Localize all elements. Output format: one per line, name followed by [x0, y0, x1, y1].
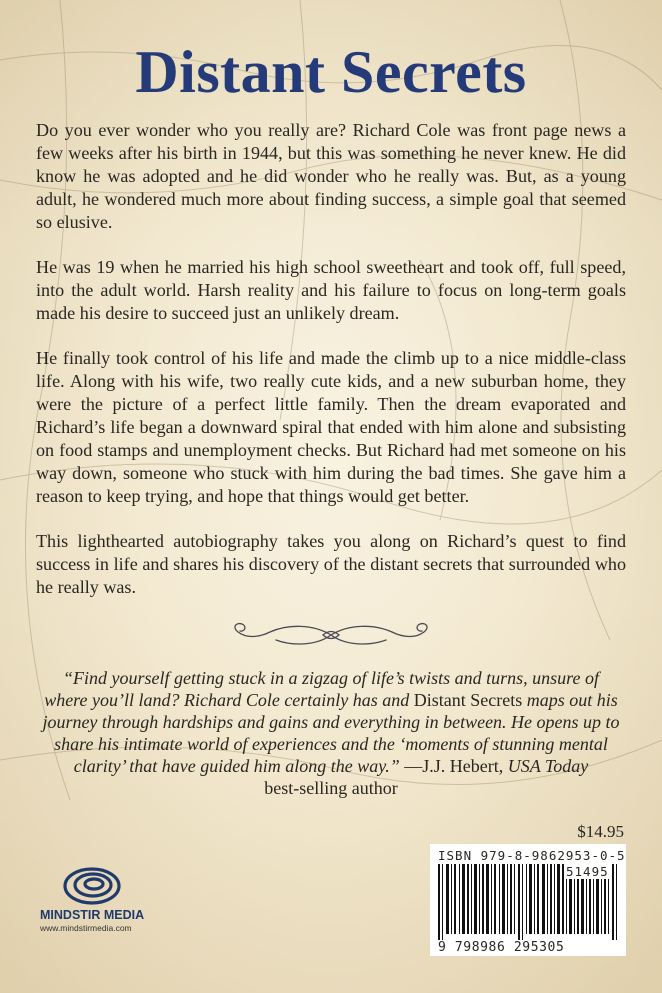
quote-publication: USA Today — [507, 756, 589, 776]
quote-book-title: Distant Secrets — [413, 690, 523, 710]
ean-digits: 9 798986 295305 — [438, 940, 623, 955]
quote-text: “Find yourself getting stuck in a zigzag of life’s twists and turns, unsure of where you’ll land? Richard Cole certainly has and — [44, 668, 600, 710]
description-paragraph: Do you ever wonder who you really are? Richard Cole was front page news a few weeks after his birth in 1944, but this was something he never knew. He did know he was adopted and he did wonder who he really was. But, as a young adult, he wondered much more about finding success, a simple goal that seemed so elusive. — [36, 120, 626, 232]
book-description — [36, 119, 626, 621]
description-paragraph: This lighthearted autobiography takes you along on Richard’s quest to find success in life and shares his discovery of the distant secrets that surrounded who he really was. — [36, 531, 626, 597]
book-price: $14.95 — [577, 822, 624, 841]
publisher-logo — [40, 866, 160, 933]
isbn-number: ISBN 979-8-9862953-0-5 — [438, 848, 626, 863]
book-title: Distant Secrets — [135, 39, 527, 105]
description-paragraph: He was 19 when he married his high school sweetheart and took off, full speed, into the adult world. Harsh reality and his failure to focus on long-term goals made his desire to succeed just an unlikely dream. — [36, 257, 626, 323]
quote-text: maps out his journey through hardships and gains and everything in between. He opens up to share his intimate world of experiences and the ‘moments of stunning mental clarity’ that have guided him along the way.” — [42, 690, 620, 776]
isbn-barcode — [430, 844, 626, 956]
description-paragraph: He finally took control of his life and made the climb up to a nice middle-class life. Along with his wife, two really cute kids, and a new suburban home, they were the picture of a perfect little family. Then the dream evaporated and Richard’s life began a downward spiral that ended with him alone and subsisting on food stamps and unemployment checks. But Richard had met someone on his way down, someone who stuck with him during the bad times. She gave him a reason to keep trying, and hope that things would get better. — [36, 348, 626, 506]
quote-author-role: best-selling author — [264, 778, 398, 798]
publisher-name: MINDSTIR MEDIA — [40, 908, 145, 922]
endorsement-quote — [40, 667, 622, 799]
quote-attribution: —J.J. Hebert, — [399, 756, 508, 776]
swirl-logo-icon — [62, 866, 122, 906]
flourish-ornament — [218, 618, 444, 652]
publisher-url: www.mindstirmedia.com — [40, 923, 132, 933]
barcode-price-code: 51495 — [566, 864, 609, 879]
